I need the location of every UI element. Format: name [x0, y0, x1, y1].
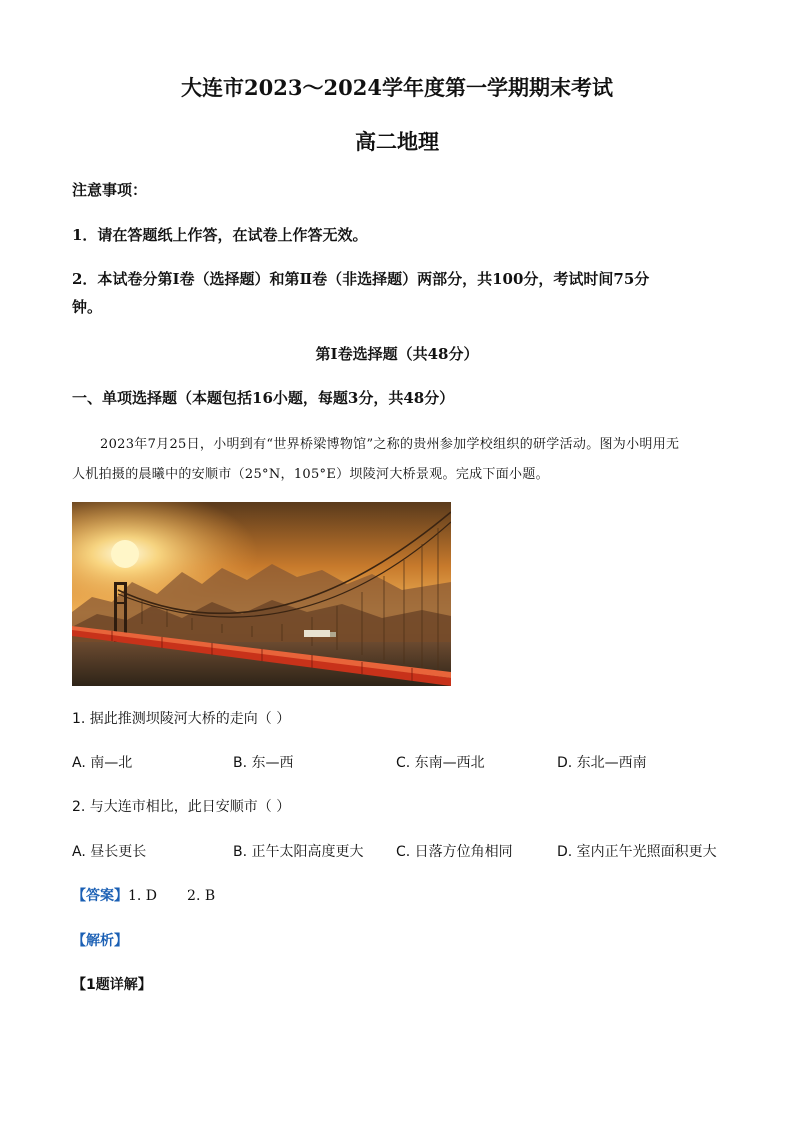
question-1-option-b: B. 东—西	[233, 755, 294, 771]
subject-title: 高二地理	[355, 129, 439, 154]
notice-item-2-line-1: 2．本试卷分第Ⅰ卷（选择题）和第Ⅱ卷（非选择题）两部分，共100分，考试时间75分	[72, 270, 650, 288]
passage-line-1: 2023年7月25日，小明到有“世界桥梁博物馆”之称的贵州参加学校组织的研学活动。图为小明用无	[100, 437, 680, 452]
passage-line-2: 人机拍摄的晨曦中的安顺市（25°N，105°E）坝陵河大桥景观。完成下面小题。	[72, 467, 549, 482]
exam-title: 大连市2023～2024学年度第一学期期末考试	[181, 75, 613, 100]
volume-title: 第Ⅰ卷选择题（共48分）	[315, 345, 479, 363]
notice-heading: 注意事项：	[72, 181, 148, 199]
question-1-option-d: D. 东北—西南	[557, 755, 647, 771]
answer-2: 2. B	[187, 888, 216, 904]
notice-item-1: 1．请在答题纸上作答，在试卷上作答无效。	[72, 226, 368, 244]
detail-1-label: 【1题详解】	[72, 977, 152, 993]
answer-1: 1. D	[128, 888, 158, 904]
part-title: 一、单项选择题（本题包括16小题，每题3分，共48分）	[72, 389, 455, 407]
question-2-option-a: A. 昼长更长	[72, 844, 147, 860]
analysis-label: 【解析】	[72, 933, 128, 949]
question-2-option-d: D. 室内正午光照面积更大	[557, 844, 717, 860]
question-1-option-c: C. 东南—西北	[396, 755, 485, 771]
question-2-option-b: B. 正午太阳高度更大	[233, 844, 364, 860]
notice-item-2-line-2: 钟。	[72, 298, 103, 316]
question-1-option-a: A. 南—北	[72, 755, 133, 771]
question-1-stem: 1. 据此推测坝陵河大桥的走向（ ）	[72, 711, 291, 727]
bridge-sunrise-photo	[72, 502, 451, 686]
answer-row	[72, 885, 215, 905]
question-2-option-c: C. 日落方位角相同	[396, 844, 513, 860]
question-2-stem: 2. 与大连市相比，此日安顺市（ ）	[72, 799, 291, 815]
answer-label: 【答案】	[72, 888, 128, 904]
